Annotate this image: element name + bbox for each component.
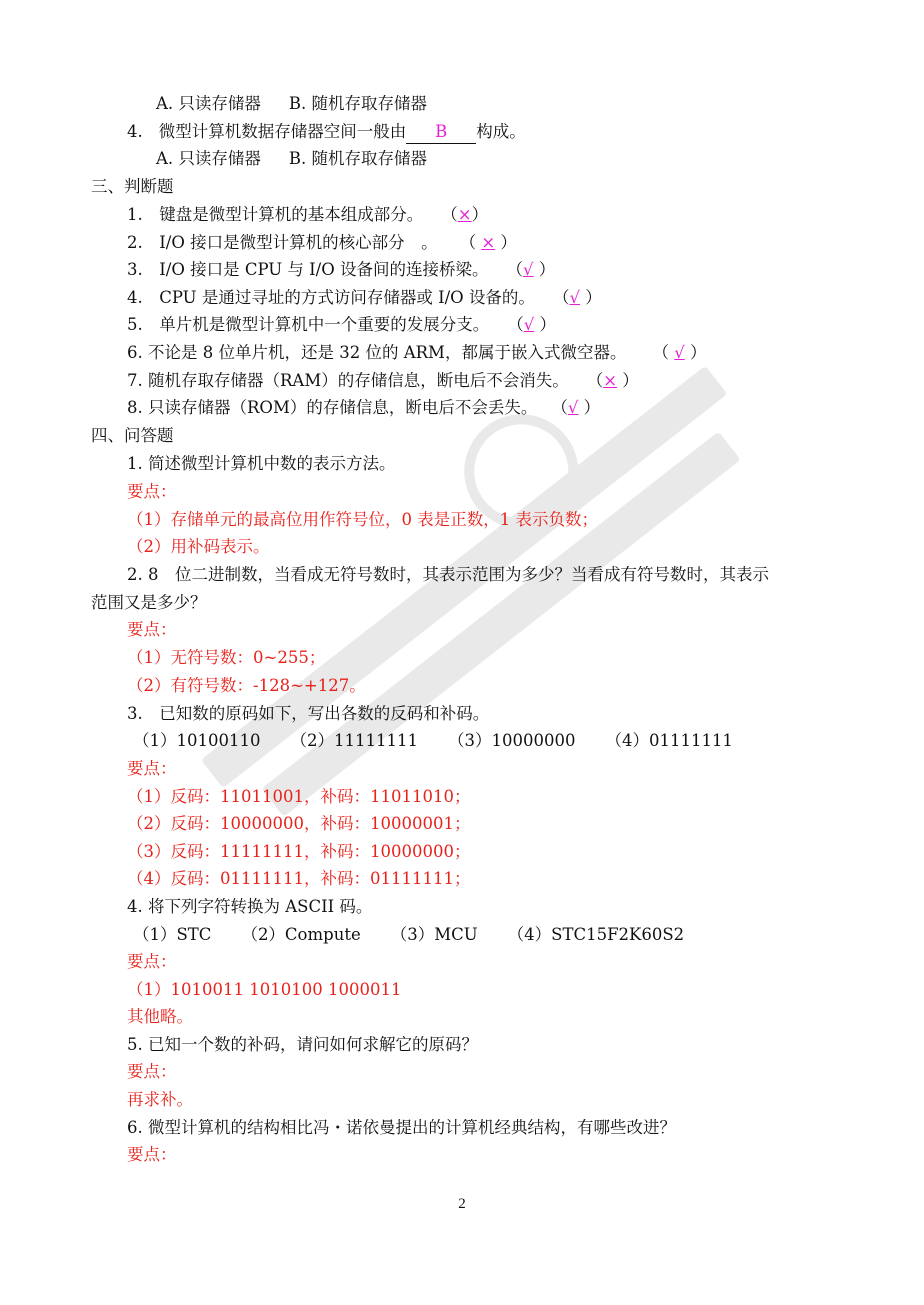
answer-paren-close: ） bbox=[579, 288, 602, 307]
question-text: 微型计算机数据存储器空间一般由 bbox=[158, 122, 407, 141]
answer-point: （1）反码：11011001，补码：11011010； bbox=[127, 787, 471, 806]
qa-question-2-cont: 范围又是多少？ bbox=[91, 593, 207, 612]
answer-mark: √ bbox=[674, 343, 685, 362]
statement-text: 4. CPU 是通过寻址的方式访问存储器或 I/O 设备的。 bbox=[127, 288, 535, 307]
answer-paren-close: ） bbox=[684, 343, 707, 362]
true-false-item bbox=[127, 342, 706, 364]
qa-question-5: 5. 已知一个数的补码，请问如何求解它的原码？ bbox=[127, 1035, 478, 1054]
true-false-item bbox=[127, 370, 639, 392]
answer-mark: × bbox=[457, 205, 472, 224]
true-false-item bbox=[127, 259, 555, 281]
question-number: 4. bbox=[127, 122, 143, 141]
item: （4）STC15F2K60S2 bbox=[507, 925, 685, 944]
option-b: B. 随机存取存储器 bbox=[288, 94, 428, 113]
answer-point: （4）反码：01111111，补码：01111111； bbox=[127, 869, 471, 888]
qa-question-2: 2. 8 位二进制数，当看成无符号数时，其表示范围为多少？当看成有符号数时，其表示 bbox=[127, 565, 769, 584]
answer-paren-close: ） bbox=[533, 260, 556, 279]
answer-paren-close: ） bbox=[617, 371, 639, 390]
q3-options bbox=[156, 93, 427, 115]
true-false-item bbox=[127, 314, 556, 336]
answer-mark: √ bbox=[523, 260, 534, 279]
question-text-end: 构成。 bbox=[476, 122, 526, 141]
answer-point: （2）有符号数：-128~+127。 bbox=[127, 676, 366, 695]
statement-text: 6. 不论是 8 位单片机，还是 32 位的 ARM，都属于嵌入式微空器。 bbox=[127, 343, 627, 362]
answer-paren-close: ） bbox=[578, 398, 601, 417]
answer-paren-open: （ bbox=[441, 205, 458, 224]
item: （2）Compute bbox=[241, 925, 361, 944]
statement-text: 1. 键盘是微型计算机的基本组成部分。 bbox=[127, 205, 424, 224]
qa-question-4: 4. 将下列字符转换为 ASCII 码。 bbox=[127, 897, 373, 916]
q4-items bbox=[133, 924, 684, 946]
answer-point: 再求补。 bbox=[127, 1090, 193, 1109]
statement-text: 7. 随机存取存储器（RAM）的存储信息，断电后不会消失。 bbox=[127, 371, 569, 390]
points-label: 要点： bbox=[127, 1145, 177, 1164]
answer-mark: √ bbox=[569, 288, 580, 307]
answer-point: （3）反码：11111111，补码：10000000； bbox=[127, 842, 471, 861]
section-title-true-false: 三、判断题 bbox=[91, 177, 174, 196]
answer-mark: × bbox=[603, 371, 618, 390]
points-label: 要点： bbox=[127, 759, 177, 778]
statement-text: 3. I/O 接口是 CPU 与 I/O 设备间的连接桥梁。 bbox=[127, 260, 489, 279]
answer-paren-close: ） bbox=[495, 233, 517, 252]
true-false-item bbox=[127, 287, 602, 309]
item: （4）01111111 bbox=[605, 731, 733, 750]
points-label: 要点： bbox=[127, 1062, 177, 1081]
statement-text: 8. 只读存储器（ROM）的存储信息，断电后不会丢失。 bbox=[127, 398, 538, 417]
answer-point: （1）存储单元的最高位用作符号位，0 表是正数，1 表示负数； bbox=[127, 510, 598, 529]
answer-point: （2）用补码表示。 bbox=[127, 537, 270, 556]
option-a: A. 只读存储器 bbox=[156, 94, 261, 113]
mc-question-4 bbox=[127, 121, 526, 144]
answer-point: （1）1010011 1010100 1000011 bbox=[127, 980, 402, 999]
points-label: 要点： bbox=[127, 952, 177, 971]
answer-mark: √ bbox=[523, 315, 535, 334]
answer-paren-open: （ bbox=[586, 371, 604, 390]
answer-paren-open: （ bbox=[507, 315, 524, 334]
answer-letter: B bbox=[435, 122, 448, 141]
points-label: 要点： bbox=[127, 620, 177, 639]
item: （2）11111111 bbox=[290, 731, 418, 750]
statement-text: 2. I/O 接口是微型计算机的核心部分 。 bbox=[127, 233, 438, 252]
qa-question-6: 6. 微型计算机的结构相比冯・诺依曼提出的计算机经典结构，有哪些改进？ bbox=[127, 1118, 676, 1137]
true-false-item bbox=[127, 232, 517, 254]
option-b: B. 随机存取存储器 bbox=[288, 149, 428, 168]
answer-mark: √ bbox=[567, 398, 579, 417]
answer-paren-open: （ bbox=[552, 288, 570, 307]
answer-mark: × bbox=[481, 233, 496, 252]
qa-question-1: 1. 简述微型计算机中数的表示方法。 bbox=[127, 454, 396, 473]
q3-items bbox=[133, 730, 733, 752]
item: （1）10100110 bbox=[133, 731, 261, 750]
answer-point: 其他略。 bbox=[127, 1007, 193, 1026]
answer-point: （1）无符号数：0~255； bbox=[127, 648, 326, 667]
answer-point: （2）反码：10000000，补码：10000001； bbox=[127, 814, 471, 833]
answer-paren-close: ） bbox=[471, 205, 489, 224]
answer-blank bbox=[406, 121, 476, 144]
q4-options bbox=[156, 148, 427, 170]
points-label: 要点： bbox=[127, 482, 177, 501]
answer-paren-open: （ bbox=[551, 398, 568, 417]
qa-question-3: 3. 已知数的原码如下，写出各数的反码和补码。 bbox=[127, 704, 490, 723]
statement-text: 5. 单片机是微型计算机中一个重要的发展分支。 bbox=[127, 315, 490, 334]
answer-paren-open: （ bbox=[459, 233, 482, 252]
answer-paren-open: （ bbox=[652, 343, 675, 362]
option-a: A. 只读存储器 bbox=[156, 149, 261, 168]
answer-paren-close: ） bbox=[534, 315, 557, 334]
true-false-item bbox=[127, 397, 600, 419]
item: （3）10000000 bbox=[447, 731, 576, 750]
answer-paren-open: （ bbox=[506, 260, 524, 279]
section-title-qa: 四、问答题 bbox=[91, 426, 174, 445]
page-number: 2 bbox=[458, 1196, 466, 1212]
item: （3）MCU bbox=[390, 925, 478, 944]
true-false-item bbox=[127, 204, 488, 226]
item: （1）STC bbox=[133, 925, 212, 944]
